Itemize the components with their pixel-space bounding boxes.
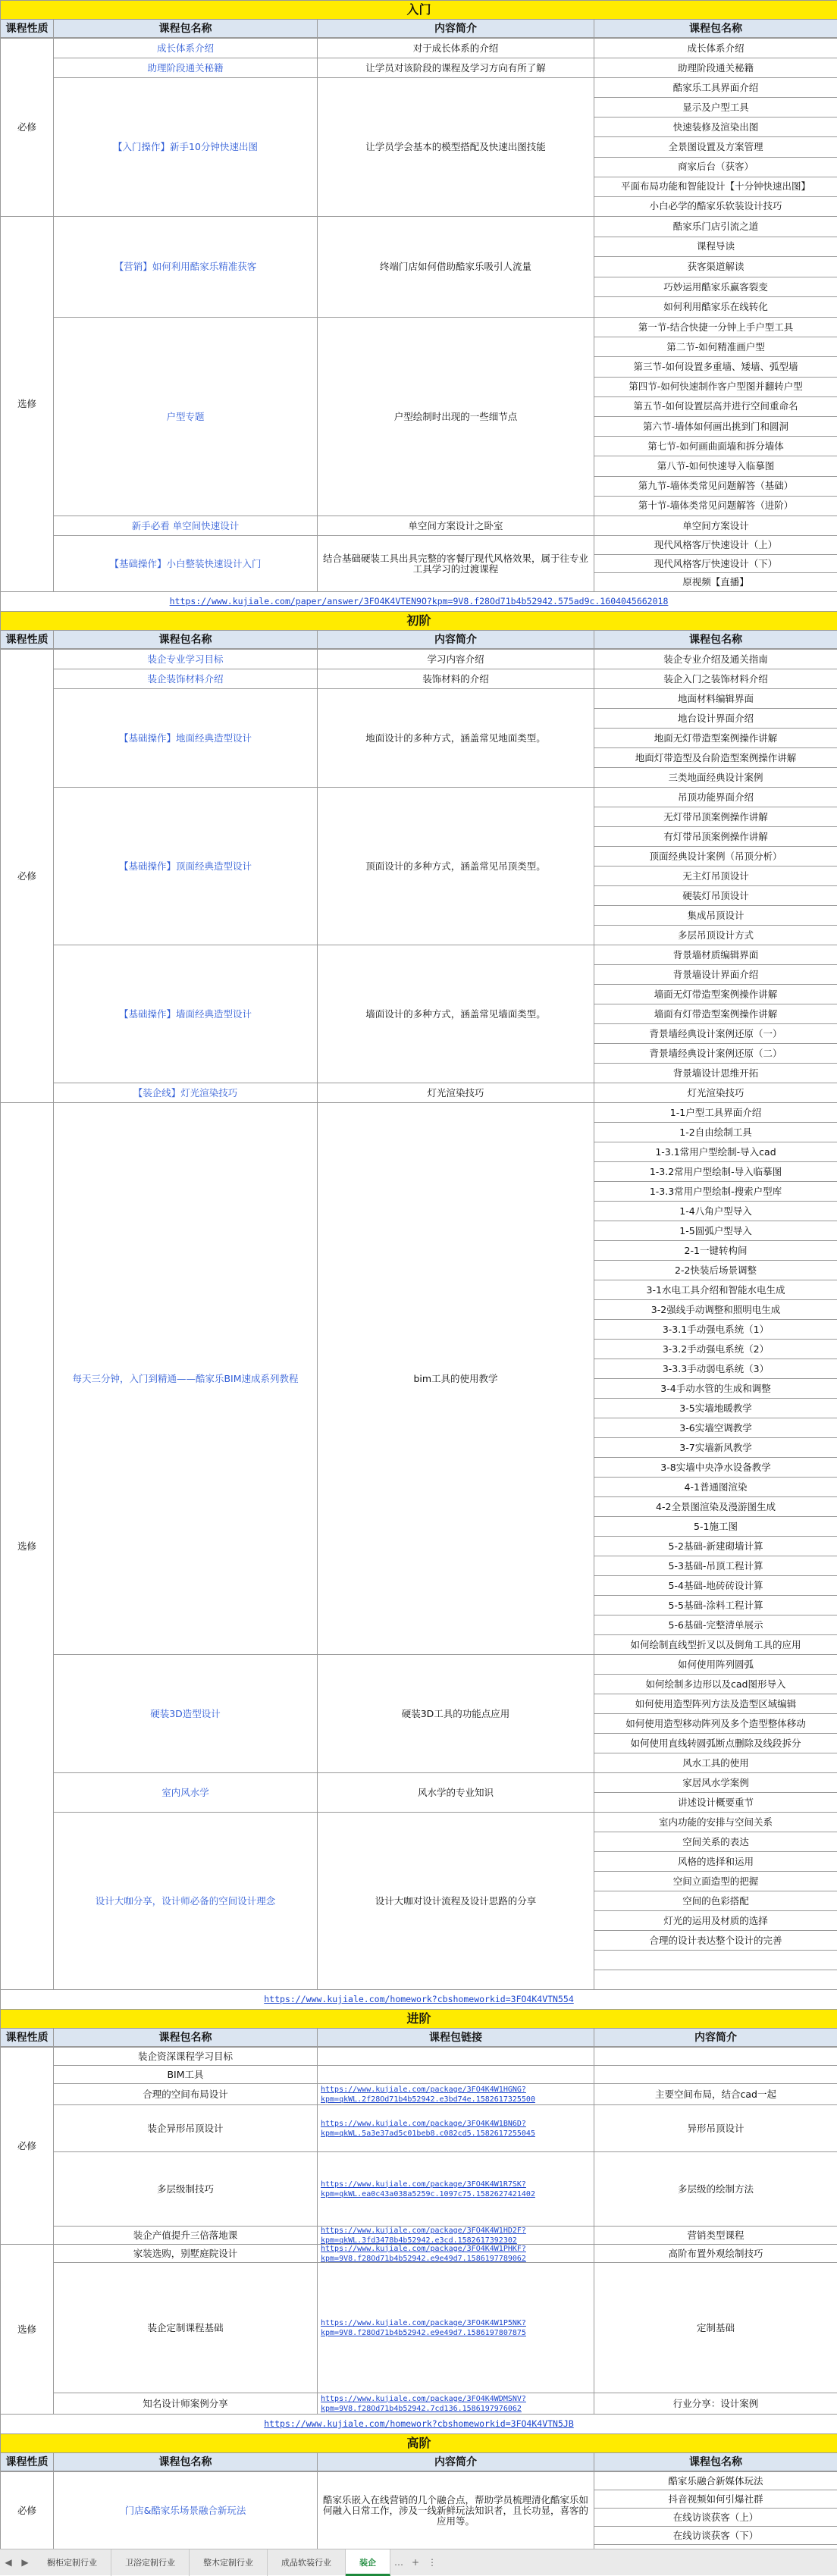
package-assistant[interactable]: 助理阶段通关秘籍 [53, 58, 318, 78]
package-link[interactable]: https://www.kujiale.com/package/3FO4K4W1BN6D?kpm=qkWL.5a3e37ad5c01beb8.c082cd5.1582617255045 [317, 2104, 594, 2152]
header-category: 课程性质 [0, 2028, 54, 2047]
course-item[interactable]: 第二节-如何精准画户型 [594, 337, 837, 357]
desc: 多层级的绘制方法 [594, 2151, 837, 2227]
course-item[interactable]: 酷家乐工具界面介绍 [594, 77, 837, 98]
package-marketing[interactable]: 【营销】如何利用酷家乐精准获客 [53, 216, 318, 318]
course-item[interactable]: 多层吊顶设计方式 [594, 925, 837, 945]
package-floor[interactable]: 【基础操作】地面经典造型设计 [53, 688, 318, 788]
add-sheet-icon[interactable]: + [411, 2557, 420, 2568]
course-item[interactable]: 如何使用阵列圆弧 [594, 1654, 837, 1675]
course-item[interactable]: 地面灯带造型及台阶造型案例操作讲解 [594, 747, 837, 768]
course-item[interactable]: 空间的色彩搭配 [594, 1891, 837, 1911]
header-intro: 内容简介 [317, 19, 594, 38]
header-course: 课程包名称 [594, 630, 837, 649]
package-lighting[interactable]: 【装企线】灯光渲染技巧 [53, 1083, 318, 1103]
package-item: 装企定制课程基础 [53, 2262, 318, 2393]
package-materials[interactable]: 装企装饰材料介绍 [53, 669, 318, 689]
course-item[interactable]: 集成吊顶设计 [594, 905, 837, 926]
menu-icon[interactable]: ⋮ [428, 2557, 437, 2568]
package-fengshui[interactable]: 室内风水学 [53, 1772, 318, 1813]
course-item[interactable]: 酷家乐门店引流之道 [594, 216, 837, 237]
course-item[interactable]: 灯光渲染技巧 [594, 1083, 837, 1103]
course-item[interactable]: 1-4八角户型导入 [594, 1201, 837, 1221]
course-item[interactable]: 获客渠道解读 [594, 256, 837, 277]
package-link[interactable]: https://www.kujiale.com/package/3FO4K4W1R7SK?kpm=qkWL.ea0c43a038a5259c.1097c75.1582627421402 [317, 2151, 594, 2227]
desc: 顶面设计的多种方式，涵盖常见吊顶类型。 [317, 787, 594, 945]
package-link[interactable]: https://www.kujiale.com/package/3FO4K4W1HGNG?kpm=qkWL.2f28Od71b4b52942.e3bd74e.1582617325500 [317, 2083, 594, 2105]
group-required: 必修 [0, 2471, 54, 2549]
section-title-elementary: 初阶 [0, 611, 837, 631]
course-item[interactable]: 1-5圆弧户型导入 [594, 1221, 837, 1241]
course-item[interactable]: 1-3.2常用户型绘制-导入临摹图 [594, 1161, 837, 1182]
course-item[interactable]: 如何使用直线转圆弧断点删除及线段拆分 [594, 1733, 837, 1753]
course-item[interactable]: 4-1普通图渲染 [594, 1477, 837, 1497]
course-item[interactable]: 硬装灯吊顶设计 [594, 885, 837, 906]
desc: 行业分享：设计案例 [594, 2393, 837, 2415]
desc: 学习内容介绍 [317, 649, 594, 669]
course-item[interactable]: 背景墙设计界面介绍 [594, 964, 837, 985]
header-intro: 内容简介 [317, 2452, 594, 2471]
course-item[interactable]: 家居风水学案例 [594, 1772, 837, 1793]
course-item[interactable]: 1-2自由绘制工具 [594, 1122, 837, 1142]
desc: 主要空间布局，结合cad一起 [594, 2083, 837, 2105]
package-goals: 装企资深课程学习目标 [53, 2047, 318, 2066]
course-item[interactable] [594, 1950, 837, 1970]
desc: 定制基础 [594, 2262, 837, 2393]
course-item[interactable]: 5-4基础-地砖砖设计算 [594, 1575, 837, 1596]
course-item[interactable]: 成长体系介绍 [594, 38, 837, 58]
course-item[interactable]: 3-7实墙新风教学 [594, 1437, 837, 1458]
course-item[interactable]: 抖音视频如何引爆社群 [594, 2490, 837, 2509]
header-course: 课程包名称 [594, 19, 837, 38]
course-item[interactable]: 装企专业介绍及通关指南 [594, 649, 837, 669]
course-item[interactable]: 顶面经典设计案例（吊顶分析） [594, 846, 837, 867]
course-item[interactable]: 3-3.2手动强电系统（2） [594, 1339, 837, 1359]
course-item[interactable]: 2-1一键转构间 [594, 1240, 837, 1261]
course-item[interactable]: 地面材料编辑界面 [594, 688, 837, 709]
package-quickstart[interactable]: 【入门操作】新手10分钟快速出图 [53, 77, 318, 217]
course-item[interactable]: 小白必学的酷家乐软装设计技巧 [594, 196, 837, 217]
course-item[interactable]: 无主灯吊顶设计 [594, 866, 837, 886]
package-item: 装企产值提升三倍落地课 [53, 2226, 318, 2245]
course-item[interactable]: 快速装修及渲染出图 [594, 117, 837, 137]
course-item[interactable]: 助理阶段通关秘籍 [594, 58, 837, 78]
course-item[interactable]: 平面布局功能和智能设计【十分钟快速出图】 [594, 177, 837, 197]
package-design-talk[interactable]: 设计大咖分享，设计师必备的空间设计理念 [53, 1812, 318, 1990]
package-single-room[interactable]: 新手必看 单空间快速设计 [53, 516, 318, 536]
package-bim: BIM工具 [53, 2065, 318, 2084]
sheet-tab-bar [0, 2549, 837, 2575]
course-item[interactable]: 背景墙材质编辑界面 [594, 945, 837, 965]
course-item[interactable]: 5-1施工图 [594, 1516, 837, 1537]
course-item[interactable]: 地面无灯带造型案例操作讲解 [594, 728, 837, 748]
course-item[interactable]: 原视频【直播】 [594, 572, 837, 592]
desc: bim工具的使用教学 [317, 1102, 594, 1655]
header-package: 课程包名称 [53, 19, 318, 38]
group-elective: 选修 [0, 1102, 54, 1990]
header-category: 课程性质 [0, 19, 54, 38]
course-item[interactable]: 如何绘制多边形以及cad图形导入 [594, 1674, 837, 1694]
course-item[interactable]: 背景墙经典设计案例还原（二） [594, 1043, 837, 1064]
cell [317, 2047, 594, 2066]
course-item[interactable] [594, 1970, 837, 1990]
package-item: 装企异形吊顶设计 [53, 2104, 318, 2152]
course-item[interactable]: 吊顶功能界面介绍 [594, 787, 837, 807]
course-item[interactable]: 显示及户型工具 [594, 97, 837, 118]
desc: 酷家乐嵌入在线营销的几个融合点，帮助学员梳理清化酷家乐如何融入日常工作，涉及一线新鲜玩法知识者，且长功显，喜客的应用等。 [317, 2471, 594, 2549]
desc: 墙面设计的多种方式，涵盖常见墙面类型。 [317, 945, 594, 1083]
package-link[interactable]: https://www.kujiale.com/package/3FO4K4WDMSNV?kpm=9V8.f28Od71b4b52942.7cd136.1586197976062 [317, 2393, 594, 2415]
course-item[interactable]: 5-3基础-吊顶工程计算 [594, 1556, 837, 1576]
desc: 装饰材料的介绍 [317, 669, 594, 689]
desc: 结合基础硬装工具出具完整的客餐厅现代风格效果，属于往专业工具学习的过渡课程 [317, 535, 594, 592]
desc: 硬装3D工具的功能点应用 [317, 1654, 594, 1773]
desc: 地面设计的多种方式，涵盖常见地面类型。 [317, 688, 594, 788]
header-course: 课程包名称 [594, 2452, 837, 2471]
course-item[interactable]: 现代风格客厅快速设计（上） [594, 535, 837, 555]
section-title-advanced: 进阶 [0, 2009, 837, 2029]
header-intro: 内容简介 [317, 630, 594, 649]
package-store[interactable]: 门店&酷家乐场景融合新玩法 [53, 2471, 318, 2549]
desc: 异形吊顶设计 [594, 2104, 837, 2152]
desc: 户型绘制时出现的一些细节点 [317, 317, 594, 516]
course-item[interactable]: 墙面无灯带造型案例操作讲解 [594, 984, 837, 1004]
course-item[interactable]: 在线访谈获客（下） [594, 2526, 837, 2545]
course-item[interactable]: 3-2强线手动调整和照明电生成 [594, 1299, 837, 1320]
course-item[interactable]: 灯光的运用及材质的选择 [594, 1910, 837, 1931]
desc: 让学员对该阶段的课程及学习方向有所了解 [317, 58, 594, 78]
course-item[interactable]: 1-3.1常用户型绘制-导入cad [594, 1142, 837, 1162]
header-intro: 内容简介 [594, 2028, 837, 2047]
desc: 设计大咖对设计流程及设计思路的分享 [317, 1812, 594, 1990]
course-item[interactable]: 背景墙经典设计案例还原（一） [594, 1023, 837, 1044]
course-item[interactable]: 在线访谈获客（上） [594, 2508, 837, 2527]
course-item[interactable]: 3-3.3手动弱电系统（3） [594, 1359, 837, 1379]
course-item[interactable]: 3-8实墙中央净水设备教学 [594, 1457, 837, 1478]
course-item[interactable]: 3-5实墙地暖教学 [594, 1398, 837, 1418]
sheet-tab[interactable]: 整木定制行业 [190, 2549, 268, 2576]
desc: 风水学的专业知识 [317, 1772, 594, 1813]
course-item[interactable]: 背景墙设计思维开拓 [594, 1063, 837, 1083]
course-item[interactable]: 有灯带吊顶案例操作讲解 [594, 826, 837, 847]
section-title-expert: 高阶 [0, 2433, 837, 2453]
course-item[interactable]: 第四节-如何快速制作客户型图并翻转户型 [594, 377, 837, 397]
package-wall[interactable]: 【基础操作】墙面经典造型设计 [53, 945, 318, 1083]
tab-prev-icon[interactable]: ◀ [5, 2557, 12, 2568]
course-item[interactable]: 如何使用造型阵列方法及造型区域编辑 [594, 1694, 837, 1714]
course-item[interactable]: 第十节-墙体类常见问题解答（进阶） [594, 496, 837, 516]
course-item[interactable]: 1-3.3常用户型绘制-搜索户型库 [594, 1181, 837, 1202]
package-floorplan[interactable]: 户型专题 [53, 317, 318, 516]
desc: 让学员学会基本的模型搭配及快速出图技能 [317, 77, 594, 217]
sheet-tab[interactable]: 装企 [346, 2549, 390, 2576]
course-item[interactable]: 单空间方案设计 [594, 516, 837, 536]
course-item[interactable]: 第五节-如何设置层高并进行空间重命名 [594, 396, 837, 417]
section-title-beginner: 入门 [0, 0, 837, 20]
course-item[interactable]: 酷家乐融合新媒体玩法 [594, 2471, 837, 2490]
course-item[interactable]: 1-1户型工具界面介绍 [594, 1102, 837, 1123]
course-item[interactable]: 3-3.1手动强电系统（1） [594, 1319, 837, 1340]
course-item[interactable]: 2-2快装后场景调整 [594, 1260, 837, 1280]
package-bim[interactable]: 每天三分钟，入门到精通——酷家乐BIM速成系列教程 [53, 1102, 318, 1655]
course-item[interactable]: 室内功能的安排与空间关系 [594, 1812, 837, 1832]
cell [317, 2065, 594, 2084]
course-item[interactable]: 3-1水电工具介绍和智能水电生成 [594, 1280, 837, 1300]
desc: 营销类型课程 [594, 2226, 837, 2245]
course-item[interactable]: 装企入门之装饰材料介绍 [594, 669, 837, 689]
course-item[interactable]: 第七节-如何画曲面墙和拆分墙体 [594, 436, 837, 456]
section-link[interactable]: https://www.kujiale.com/paper/answer/3FO4K4VTEN9O?kpm=9V8.f28Od71b4b52942.575ad9c.1604045662018 [0, 591, 837, 612]
package-basic-ops[interactable]: 【基础操作】小白整装快速设计入门 [53, 535, 318, 592]
sheet-tab[interactable]: 橱柜定制行业 [33, 2549, 111, 2576]
package-item: 知名设计师案例分享 [53, 2393, 318, 2415]
group-required: 必修 [0, 2047, 54, 2245]
section-link[interactable]: https://www.kujiale.com/homework?cbshomeworkid=3FO4K4VTN5JB [0, 2414, 837, 2434]
course-item[interactable]: 空间立面造型的把握 [594, 1871, 837, 1891]
package-link[interactable]: https://www.kujiale.com/package/3FO4K4W1HD2F?kpm=qkWL.3fd3478b4b52942.e3cd.1582617392302 [317, 2226, 594, 2245]
group-required: 必修 [0, 649, 54, 1103]
course-item[interactable]: 风水工具的使用 [594, 1753, 837, 1773]
package-3d[interactable]: 硬装3D造型设计 [53, 1654, 318, 1773]
course-item[interactable]: 巧妙运用酷家乐赢客裂变 [594, 277, 837, 298]
course-item[interactable]: 风格的选择和运用 [594, 1851, 837, 1872]
course-item[interactable]: 3-6实墙空调教学 [594, 1418, 837, 1438]
desc: 灯光渲染技巧 [317, 1083, 594, 1103]
header-package: 课程包名称 [53, 2028, 318, 2047]
group-elective: 选修 [0, 2244, 54, 2415]
desc: 单空间方案设计之卧室 [317, 516, 594, 536]
course-item[interactable]: 墙面有灯带造型案例操作讲解 [594, 1004, 837, 1024]
desc: 对于成长体系的介绍 [317, 38, 594, 58]
package-growth[interactable]: 成长体系介绍 [53, 38, 318, 58]
course-item[interactable]: 课程导读 [594, 237, 837, 258]
package-item: 合理的空间布局设计 [53, 2083, 318, 2105]
package-link[interactable]: https://www.kujiale.com/package/3FO4K4W1PHKF?kpm=9V8.f28Od71b4b52942.e9e49d7.1586197789062 [317, 2244, 594, 2263]
package-goals[interactable]: 装企专业学习目标 [53, 649, 318, 669]
course-item[interactable]: 如何使用造型移动阵列及多个造型整体移动 [594, 1713, 837, 1734]
desc: 高阶布置外观绘制技巧 [594, 2244, 837, 2263]
course-item[interactable]: 第六节-墙体如何画出挑到门和圆洞 [594, 416, 837, 437]
course-item[interactable]: 如何绘制直线型折叉以及倒角工具的应用 [594, 1634, 837, 1655]
package-item: 多层级制技巧 [53, 2151, 318, 2227]
course-item[interactable]: 5-6基础-完整清单展示 [594, 1615, 837, 1635]
course-item[interactable]: 3-4手动水管的生成和调整 [594, 1378, 837, 1399]
header-link: 课程包链接 [317, 2028, 594, 2047]
desc: 终端门店如何借助酷家乐吸引人流量 [317, 216, 594, 318]
header-package: 课程包名称 [53, 2452, 318, 2471]
course-item[interactable]: 空间关系的表达 [594, 1832, 837, 1852]
course-item[interactable]: 讲述设计概要重节 [594, 1792, 837, 1813]
course-item[interactable]: 合理的设计表达整个设计的完善 [594, 1930, 837, 1951]
course-item[interactable]: 第一节-结合快捷一分钟上手户型工具 [594, 317, 837, 337]
sheet-tab[interactable]: 成品软装行业 [268, 2549, 346, 2576]
header-package: 课程包名称 [53, 630, 318, 649]
course-item[interactable]: 地台设计界面介绍 [594, 708, 837, 729]
course-item[interactable]: 商家后台（获客） [594, 157, 837, 177]
course-item[interactable]: 第八节-如何快速导入临摹图 [594, 456, 837, 476]
course-item[interactable]: 无灯带吊顶案例操作讲解 [594, 807, 837, 827]
course-item[interactable]: 4-2全景图渲染及漫游图生成 [594, 1496, 837, 1517]
course-item[interactable]: 第三节-如何设置多重墙、矮墙、弧型墙 [594, 356, 837, 377]
cell [594, 2065, 837, 2084]
course-item[interactable]: 如何利用酷家乐在线转化 [594, 296, 837, 318]
tab-next-icon[interactable]: ▶ [21, 2557, 29, 2568]
header-category: 课程性质 [0, 2452, 54, 2471]
cell [594, 2047, 837, 2066]
package-link[interactable]: https://www.kujiale.com/package/3FO4K4W1P5NK?kpm=9V8.f28Od71b4b52942.e9e49d7.1586197807875 [317, 2262, 594, 2393]
package-item: 家装选购，别墅庭院设计 [53, 2244, 318, 2263]
course-item[interactable]: 三类地面经典设计案例 [594, 767, 837, 788]
section-link[interactable]: https://www.kujiale.com/homework?cbshomeworkid=3FO4K4VTN554 [0, 1989, 837, 2010]
tab-more-icon[interactable]: … [394, 2557, 403, 2568]
course-item[interactable]: 全景图设置及方案管理 [594, 136, 837, 157]
header-category: 课程性质 [0, 630, 54, 649]
group-elective: 选修 [0, 216, 54, 592]
course-item[interactable]: 第九节-墙体类常见问题解答（基础） [594, 476, 837, 497]
sheet-tab[interactable]: 卫浴定制行业 [111, 2549, 190, 2576]
course-item[interactable]: 5-2基础-新建砌墙计算 [594, 1536, 837, 1556]
course-item[interactable]: 现代风格客厅快速设计（下） [594, 554, 837, 574]
course-item[interactable]: 5-5基础-涂料工程计算 [594, 1595, 837, 1615]
group-required: 必修 [0, 38, 54, 217]
package-ceiling[interactable]: 【基础操作】顶面经典造型设计 [53, 787, 318, 945]
